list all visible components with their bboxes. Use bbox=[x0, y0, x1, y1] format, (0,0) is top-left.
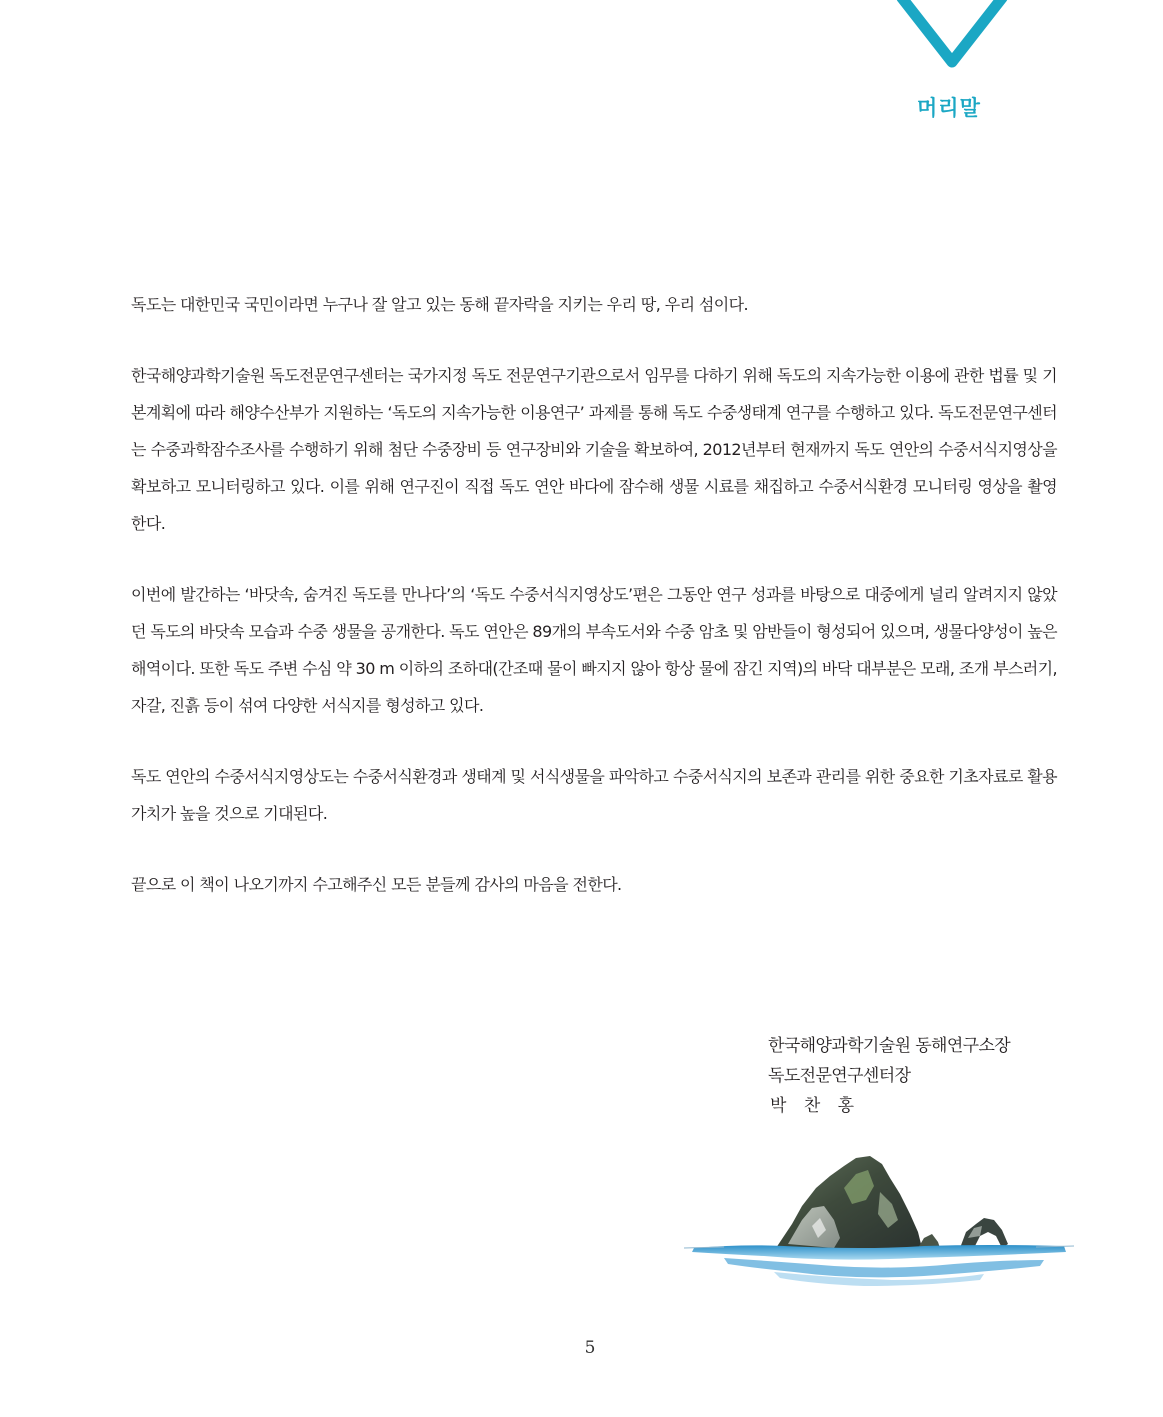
signature-name: 박 찬 홍 bbox=[770, 1096, 861, 1116]
paragraph-expectation: 독도 연안의 수중서식지영상도는 수중서식환경과 생태계 및 서식생물을 파악하고 수중서식지의 보존과 관리를 위한 중요한 기초자료로 활용 가치가 높을 것으로 기대된다. bbox=[131, 767, 1057, 823]
signature-title-2: 독도전문연구센터장 bbox=[768, 1066, 911, 1086]
paragraph-thanks: 끝으로 이 책이 나오기까지 수고해주신 모든 분들께 감사의 마음을 전한다. bbox=[131, 875, 622, 894]
paragraph-intro: 독도는 대한민국 국민이라면 누구나 잘 알고 있는 동해 끝자락을 지키는 우리 땅, 우리 섬이다. bbox=[131, 295, 748, 314]
chevron-down-icon bbox=[890, 0, 1014, 76]
section-title: 머리말 bbox=[917, 96, 981, 120]
paragraph-publication: 이번에 발간하는 ‘바닷속, 숨겨진 독도를 만나다’의 ‘독도 수중서식지영상도’편은 그동안 연구 성과를 바탕으로 대중에게 널리 알려지지 않았던 독도의 바닷속 모습과 수중 생물을 공개한다. 독도 연안은 89개의 부속도서와 수중 암초 및 암반들이 형성되어 있으며, 생물다양성이 높은 해역이다. 또한 독도 주변 수심 약 30 m 이하의 조하대(간조때 물이 빠지지 않아 항상 물에 잠긴 지역)의 바닥 대부분은 모래, 조개 부스러기, 자갈, 진흙 등이 섞여 다양한 서식지를 형성하고 있다. bbox=[131, 585, 1057, 715]
paragraph-research-center: 한국해양과학기술원 독도전문연구센터는 국가지정 독도 전문연구기관으로서 임무를 다하기 위해 독도의 지속가능한 이용에 관한 법률 및 기본계획에 따라 해양수산부가 지원하는 ‘독도의 지속가능한 이용연구’ 과제를 통해 독도 수중생태계 연구를 수행하고 있다. 독도전문연구센터는 수중과학잠수조사를 수행하기 위해 첨단 수중장비 등 연구장비와 기술을 확보하여, 2012년부터 현재까지 독도 연안의 수중서식지영상을 확보하고 모니터링하고 있다. 이를 위해 연구진이 직접 독도 연안 바다에 잠수해 생물 시료를 채집하고 수중서식환경 모니터링 영상을 촬영한다. bbox=[131, 366, 1057, 533]
dokdo-island-illustration bbox=[684, 1148, 1074, 1288]
signature-title-1: 한국해양과학기술원 동해연구소장 bbox=[768, 1036, 1011, 1056]
body-text bbox=[131, 286, 1057, 903]
signature-block bbox=[768, 1031, 1068, 1121]
page-number: 5 bbox=[584, 1338, 596, 1358]
